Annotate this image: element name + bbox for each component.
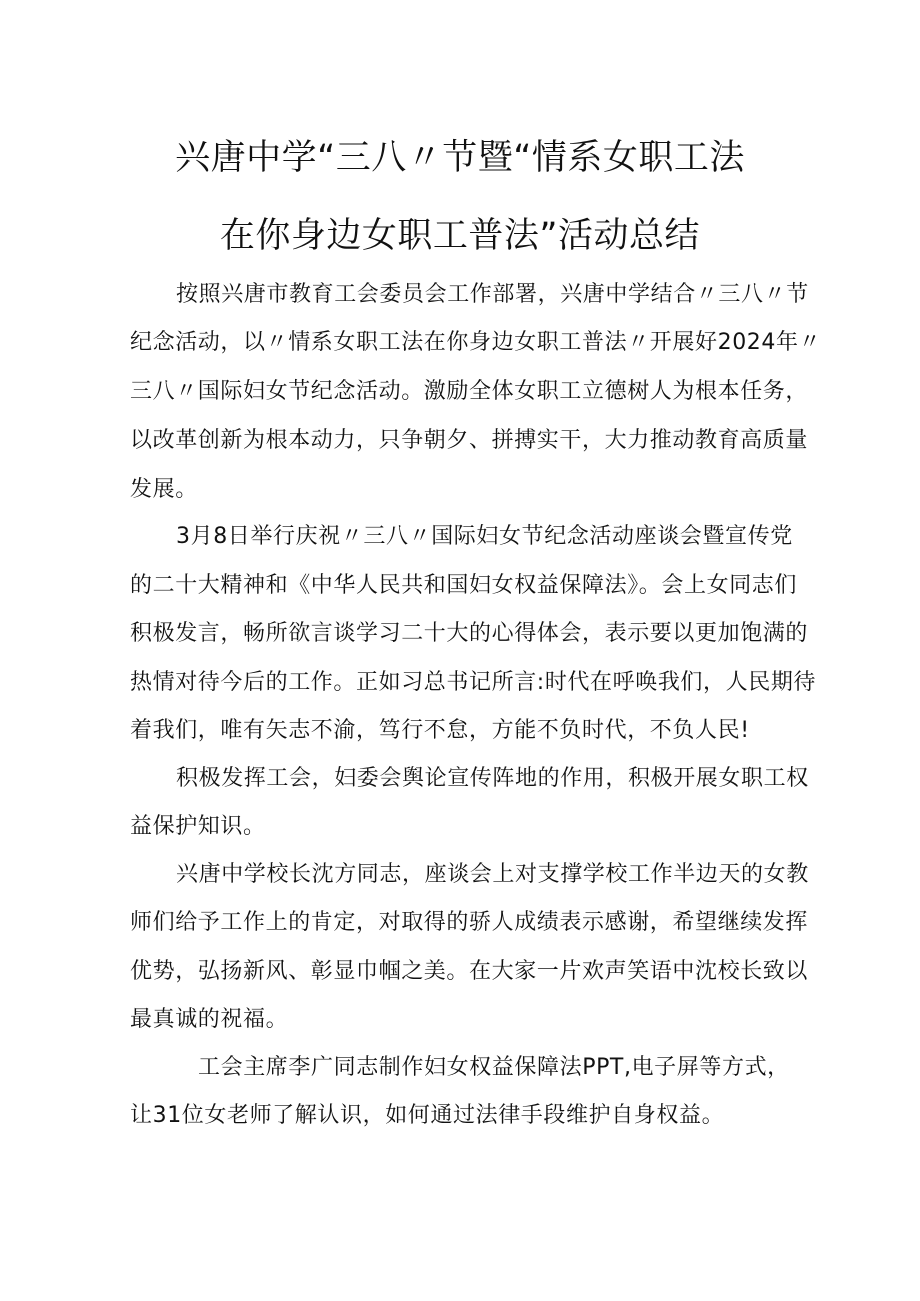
paragraph-4-line-4: 最真诚的祝福。 xyxy=(130,1007,289,1032)
paragraph-1-line-4: 以改革创新为根本动力，只争朝夕、拼搏实干，大力推动教育高质量 xyxy=(130,428,809,453)
paragraph-1-line-3: 三八〃国际妇女节纪念活动。激励全体女职工立德树人为根本任务， xyxy=(130,379,809,404)
paragraph-2-line-2: 的二十大精神和《中华人民共和国妇女权益保障法》。会上女同志们 xyxy=(130,573,798,598)
paragraph-4-line-3: 优势，弘扬新风、彰显巾帼之美。在大家一片欢声笑语中沈校长致以 xyxy=(130,959,809,984)
paragraph-4-line-2: 师们给予工作上的肯定，对取得的骄人成绩表示感谢，希望继续发挥 xyxy=(130,910,809,935)
paragraph-2-line-5: 着我们，唯有矢志不渝，笃行不怠，方能不负时代，不负人民! xyxy=(130,718,750,743)
paragraph-3-line-1: 积极发挥工会，妇委会舆论宣传阵地的作用，积极开展女职工权 xyxy=(176,766,809,791)
paragraph-2-line-1: 3月8日举行庆祝〃三八〃国际妇女节纪念活动座谈会暨宣传党 xyxy=(176,524,793,549)
paragraph-2-line-3: 积极发言，畅所欲言谈学习二十大的心得体会，表示要以更加饱满的 xyxy=(130,621,809,646)
paragraph-5-line-2: 让31位女老师了解认识，如何通过法律手段维护自身权益。 xyxy=(130,1103,725,1128)
paragraph-3-line-2: 益保护知识。 xyxy=(130,814,266,839)
document-title-line-2: 在你身边女职工普法”活动总结 xyxy=(219,216,701,256)
paragraph-4-line-1: 兴唐中学校长沈方同志，座谈会上对支撑学校工作半边天的女教 xyxy=(176,862,809,887)
document-title-line-1: 兴唐中学“三八〃节暨“情系女职工法 xyxy=(175,138,745,178)
paragraph-2-line-4: 热情对待今后的工作。正如习总书记所言:时代在呼唤我们，人民期待 xyxy=(130,670,817,695)
paragraph-1-line-2: 纪念活动，以〃情系女职工法在你身边女职工普法〃开展好2024年〃 xyxy=(130,330,822,355)
paragraph-1-line-1: 按照兴唐市教育工会委员会工作部署，兴唐中学结合〃三八〃节 xyxy=(176,282,809,307)
paragraph-5-line-1: 工会主席李广同志制作妇女权益保障法PPT,电子屏等方式， xyxy=(198,1055,790,1080)
paragraph-1-line-5: 发展。 xyxy=(130,477,198,502)
